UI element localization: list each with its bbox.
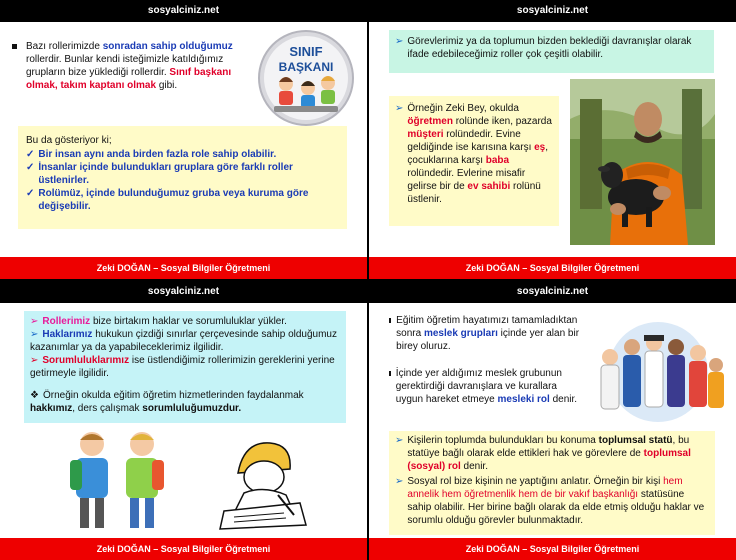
- slide4-item-2: İçinde yer aldığımız meslek grubunun gerektirdiği davranışlara ve kurallara uygun hareket etmeye mesleki rol denir.: [389, 367, 581, 406]
- slide-2: [369, 0, 736, 279]
- slide2-example-box: ➢ Örneğin Zeki Bey, okulda öğretmen rolünde iken, pazarda müşteri rolündedir. Evine geldiğinde ise karısına karşı eş, çocuklarına karşı baba rolündedir. Evlerine misafir gelirse bir de ev sahibi rolünü üstlenir.: [389, 96, 559, 226]
- slide-4: [369, 281, 736, 560]
- man-with-goat-photo: [570, 79, 715, 245]
- summary-item: ✓ İnsanlar içinde bulundukları gruplara göre farklı roller üstlenirler.: [26, 162, 293, 186]
- summary-item: ✓ Rolümüz, içinde bulunduğumuz gruba veya kuruma göre değişebilir.: [26, 188, 309, 212]
- rights-example: ❖ Örneğin okulda eğitim öğretim hizmetlerinden faydalanmak hakkımız, ders çalışmak sorumluluğumuzdur.: [30, 390, 304, 414]
- slide4-item-1: Eğitim öğretim hayatımızı tamamladıktan sonra meslek grupları içinde yer alan bir birey oluruz.: [389, 314, 581, 353]
- arrow-right-icon: ➢: [30, 329, 39, 340]
- slide-footer: Zeki DOĞAN – Sosyal Bilgiler Öğretmeni: [369, 257, 736, 279]
- slide-footer: Zeki DOĞAN – Sosyal Bilgiler Öğretmeni: [369, 538, 736, 560]
- checkmark-icon: ✓: [26, 149, 35, 160]
- checkmark-icon: ✓: [26, 162, 35, 173]
- slide-footer: Zeki DOĞAN – Sosyal Bilgiler Öğretmeni: [0, 257, 367, 279]
- summary-item: ✓ Bir insan aynı anda birden fazla role sahip olabilir.: [26, 149, 277, 160]
- checkmark-icon: ✓: [26, 188, 35, 199]
- summary-intro: Bu da gösteriyor ki;: [26, 135, 112, 146]
- rights-line: ➢ Haklarımız hukukun çizdiği sınırlar çerçevesinde sahip olduğumuz kazanımlar ya da yapabileceklerimiz ilgilidir.: [30, 329, 337, 353]
- arrow-right-icon: ➢: [30, 355, 39, 366]
- slide-1: [0, 0, 367, 279]
- rights-line: ➢ Rollerimiz bize birtakım haklar ve sorumluluklar yükler.: [30, 316, 287, 327]
- slide1-paragraph: Bazı rollerimizde sonradan sahip olduğumuz rollerdir. Bunlar kendi isteğimizle katıldığımız grupların bize yüklediği rollerdir. Sınıf başkanı olmak, takım kaptanı olmak gibi.: [26, 40, 244, 92]
- class-president-badge-illustration: [252, 28, 360, 128]
- studying-student-illustration: [214, 433, 310, 531]
- arrow-right-icon: ➢: [30, 316, 39, 327]
- square-bullet-icon: [389, 318, 391, 323]
- site-header: sosyalciniz.net: [369, 0, 736, 22]
- square-bullet-icon: [389, 371, 391, 376]
- slide-3: [0, 281, 367, 560]
- arrow-right-icon: ➢: [395, 476, 404, 487]
- diamond-bullet-icon: ❖: [30, 390, 39, 401]
- square-bullet-icon: [12, 44, 17, 49]
- slide-footer: Zeki DOĞAN – Sosyal Bilgiler Öğretmeni: [0, 538, 367, 560]
- slide3-rights-box: [24, 311, 346, 423]
- badge-line-2: BAŞKANI: [278, 60, 334, 74]
- site-header: sosyalciniz.net: [0, 281, 367, 303]
- arrow-right-icon: ➢: [395, 435, 404, 446]
- students-with-backpacks-illustration: [62, 424, 176, 536]
- professions-illustration: [588, 317, 728, 427]
- status-line: ➢ Kişilerin toplumda bulundukları bu konuma toplumsal statü, bu statüye bağlı olarak elde ettikleri hak ve görevlere de toplumsal (sosyal) rol denir.: [395, 435, 691, 472]
- slide4-status-box: [389, 431, 715, 535]
- rights-line: ➢ Sorumluluklarımız ise üstlendiğimiz rollerimizin gereklerini yerine getirmeyle ilgilidir.: [30, 355, 335, 379]
- badge-line-1: SINIF: [289, 44, 323, 59]
- slide2-top-box: ➢ Görevlerimiz ya da toplumun bizden beklediği davranışlar olarak ifade edebileceğimiz roller çok çeşitli olabilir.: [389, 30, 714, 73]
- arrow-right-icon: ➢: [395, 103, 404, 114]
- site-header: sosyalciniz.net: [0, 0, 367, 22]
- status-line: ➢ Sosyal rol bize kişinin ne yaptığını anlatır. Örneğin bir kişi hem annelik hem öğretmenlik hem de bir vakıf başkanlığı statüsüne sahip olabilir. Her birine bağlı olarak da elde etmiş olduğu haklar ve sorumlu olduğu görevler bulunmaktadır.: [395, 476, 705, 526]
- slide1-summary-box: [18, 126, 347, 229]
- site-header: sosyalciniz.net: [369, 281, 736, 303]
- arrow-right-icon: ➢: [395, 36, 404, 47]
